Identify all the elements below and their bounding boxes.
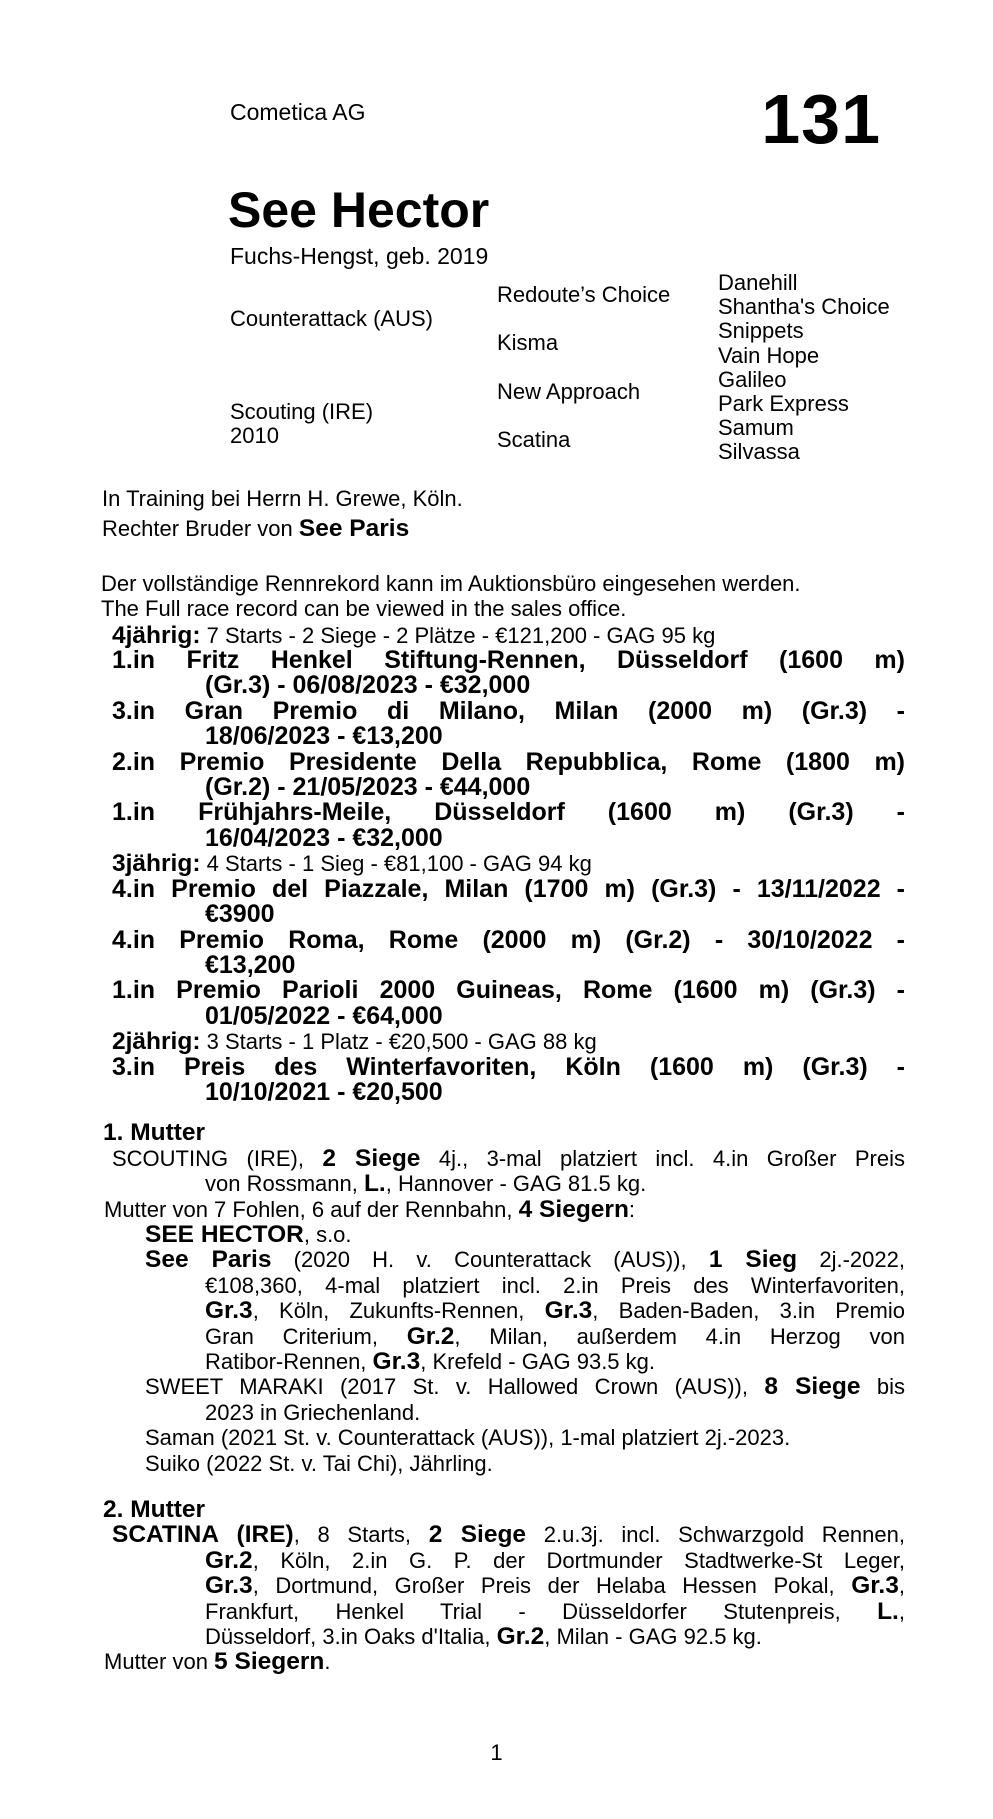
grandparent-name: Silvassa: [718, 439, 800, 465]
parent-name: New Approach: [497, 378, 641, 404]
training-note: In Training bei Herrn H. Grewe, Köln.: [102, 486, 463, 511]
vendor-name: Cometica AG: [230, 99, 366, 125]
parent-name: Kisma: [497, 330, 559, 356]
sibling-note: Rechter Bruder von See Paris: [102, 515, 410, 543]
dam-race-summary: SCOUTING (IRE), 2 Siege 4j., 3-mal platziert incl. 4.in Großer Preis von Rossmann, L., Hannover - GAG 81.5 kg.: [112, 1144, 905, 1198]
season-summary: 2jährig: 3 Starts - 1 Platz - €20,500 - GAG 88 kg: [112, 1028, 597, 1056]
produce-summary: Mutter von 5 Siegern.: [104, 1648, 331, 1676]
race-record: [112, 623, 905, 1106]
horse-name: See Hector: [228, 182, 490, 238]
dam-race-summary: SCATINA (IRE), 8 Starts, 2 Siege 2.u.3j. incl. Schwarzgold Rennen, Gr.2, Köln, 2.in G. P. der Dortmunder Stadtwerke-St Leger, Gr.3, Dortmund, Großer Preis der Helaba Hessen Pokal, Gr.3, Frankfurt, Henkel Trial - Düsseldorfer Stutenpreis, L., Düsseldorf, 3.in Oaks d'Italia, Gr.2, Milan - GAG 92.5 kg.: [112, 1521, 905, 1651]
horse-description: Fuchs-Hengst, geb. 2019: [230, 243, 489, 269]
foal-entry: See Paris (2020 H. v. Counterattack (AUS)), 1 Sieg 2j.-2022, €108,360, 4-mal platziert incl. 2.in Preis des Winterfavoriten, Gr.3, Köln, Zukunfts-Rennen, Gr.3, Baden-Baden, 3.in Premio Gran Criterium, Gr.2, Milan, außerdem 4.in Herzog von Ratibor-Rennen, Gr.3, Krefeld - GAG 93.5 kg.: [145, 1246, 905, 1375]
dam-cell: [230, 368, 497, 465]
grandparent-name: Snippets: [718, 318, 804, 344]
season-summary: 4jährig: 7 Starts - 2 Siege - 2 Plätze - €121,200 - GAG 95 kg: [112, 621, 716, 649]
record-intro-en: The Full race record can be viewed in the sales office.: [101, 596, 627, 622]
race-entry: 3.in Preis des Winterfavoriten, Köln (1600 m) (Gr.3) - 10/10/2021 - €20,500: [112, 1052, 905, 1106]
parent-name: Scatina: [497, 427, 571, 453]
grandparent-name: Samum: [718, 415, 794, 441]
foal-entry: SWEET MARAKI (2017 St. v. Hallowed Crown (AUS)), 8 Siege bis 2023 in Griechenland.: [145, 1373, 905, 1425]
grandparent-name: Danehill: [718, 270, 798, 295]
grandparent-name: Galileo: [718, 366, 787, 392]
page-number: 1: [490, 1740, 503, 1765]
sire-cell: [230, 271, 497, 368]
race-entry: 4.in Premio Roma, Rome (2000 m) (Gr.2) - 30/10/2022 - €13,200: [112, 925, 905, 979]
pedigree-table: [230, 271, 942, 465]
dam-name: Scouting (IRE): [230, 398, 374, 424]
lot-number: 131: [761, 80, 881, 158]
family-section-2: [103, 1497, 905, 1675]
foal-entry: Suiko (2022 St. v. Tai Chi), Jährling.: [145, 1450, 493, 1476]
foal-entry: SEE HECTOR, s.o.: [145, 1220, 352, 1248]
dam-year: 2010: [230, 423, 279, 449]
race-entry: 1.in Frühjahrs-Meile, Düsseldorf (1600 m) (Gr.3) - 16/04/2023 - €32,000: [112, 798, 905, 852]
race-entry: 3.in Gran Premio di Milano, Milan (2000 m) (Gr.3) - 18/06/2023 - €13,200: [112, 696, 905, 751]
grandparent-name: Shantha's Choice: [718, 294, 890, 320]
family-heading: 2. Mutter: [103, 1496, 206, 1524]
season-summary: 3jährig: 4 Starts - 1 Sieg - €81,100 - GAG 94 kg: [112, 850, 592, 878]
family-heading: 1. Mutter: [103, 1119, 206, 1147]
race-entry: 1.in Premio Parioli 2000 Guineas, Rome (1600 m) (Gr.3) - 01/05/2022 - €64,000: [112, 976, 905, 1030]
race-entry: 4.in Premio del Piazzale, Milan (1700 m) (Gr.3) - 13/11/2022 - €3900: [112, 874, 905, 929]
grandparent-name: Park Express: [718, 390, 849, 416]
record-intro-de: Der vollständige Rennrekord kann im Auktionsbüro eingesehen werden.: [101, 570, 801, 596]
sire-name: Counterattack (AUS): [230, 306, 433, 332]
parent-name: Redoute’s Choice: [497, 282, 671, 308]
grandparent-name: Vain Hope: [718, 342, 820, 368]
page-body: [0, 486, 993, 1675]
race-entry: 1.in Fritz Henkel Stiftung-Rennen, Düsseldorf (1600 m) (Gr.3) - 06/08/2023 - €32,000: [112, 646, 905, 700]
foal-entry: Saman (2021 St. v. Counterattack (AUS)), 1-mal platziert 2j.-2023.: [145, 1425, 791, 1451]
race-entry: 2.in Premio Presidente Della Repubblica, Rome (1800 m) (Gr.2) - 21/05/2023 - €44,000: [112, 747, 905, 802]
produce-intro: Mutter von 7 Fohlen, 6 auf der Rennbahn, 4 Siegern:: [104, 1195, 636, 1223]
family-section-1: [103, 1120, 905, 1476]
